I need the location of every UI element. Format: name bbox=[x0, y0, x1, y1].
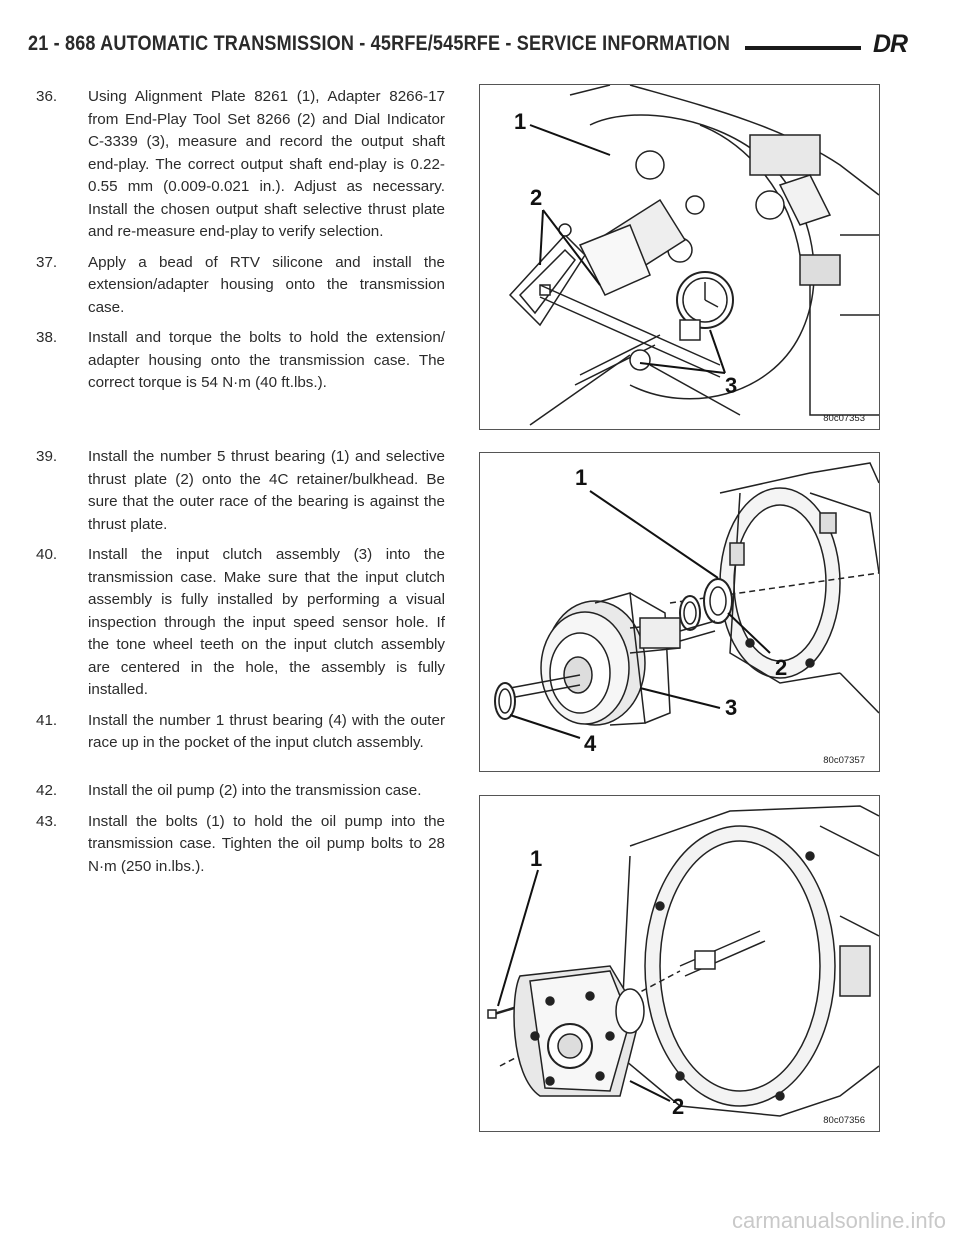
step-number: 41. bbox=[36, 711, 58, 729]
dr-logo: DR bbox=[873, 30, 908, 58]
step-number: 42. bbox=[36, 782, 58, 799]
step-number: 36. bbox=[36, 88, 58, 105]
figure-code: 80c07357 bbox=[823, 755, 865, 766]
steps-group-2 bbox=[36, 446, 445, 763]
header-rule bbox=[745, 46, 861, 50]
callout-1: 1 bbox=[530, 846, 543, 871]
figure-output-shaft-end-play bbox=[479, 84, 880, 430]
step-text: Install and torque the bolts to hold the extension/ adapter housing onto the transmission case. The correct torque is 54 N·m (40 ft.lbs.). bbox=[88, 329, 445, 391]
oil-pump-illustration bbox=[480, 796, 879, 1131]
step-text: Install the input clutch assembly (3) into the transmission case. Make sure that the input clutch assembly is fully installed by performing a visual inspection through the input speed sensor hole. If the tone wheel teeth on the input clutch assembly are centered in the hole, the assembly is fully installed. bbox=[88, 546, 445, 698]
callout-3: 3 bbox=[725, 373, 738, 398]
end-play-illustration bbox=[480, 85, 879, 429]
steps-group-1 bbox=[36, 86, 445, 403]
step-text: Apply a bead of RTV silicone and install the extension/adapter housing onto the transmission case. bbox=[88, 253, 445, 316]
figure-code: 80c07353 bbox=[823, 413, 865, 424]
step-41 bbox=[36, 710, 445, 755]
step-38 bbox=[36, 327, 445, 395]
step-text: Install the bolts (1) to hold the oil pump into the transmission case. Tighten the oil pump bolts to 28 N·m (250 in.lbs.). bbox=[88, 812, 445, 875]
callout-3: 3 bbox=[725, 695, 738, 720]
step-39 bbox=[36, 446, 445, 536]
figure-code: 80c07356 bbox=[823, 1115, 865, 1126]
step-text: Install the number 5 thrust bearing (1) and selective thrust plate (2) onto the 4C retainer/bulkhead. Be sure that the outer race of the bearing is against the thrust plate. bbox=[88, 448, 445, 533]
callout-1: 1 bbox=[514, 109, 527, 134]
step-37 bbox=[36, 252, 445, 320]
callout-1: 1 bbox=[575, 465, 588, 490]
steps-group-3 bbox=[36, 780, 445, 886]
step-text: Install the oil pump (2) into the transmission case. bbox=[88, 782, 422, 799]
step-text: Using Alignment Plate 8261 (1), Adapter 8266-17 from End-Play Tool Set 8266 (2) and Dial Indicator C-3339 (3), measure and record the output shaft end-play. The correct output shaft end-play is 0.22-0.55 mm (0.009-0.021 in.). Adjust as necessary. Install the chosen output shaft selective thrust plate and re-measure end-play to verify selection. bbox=[88, 88, 445, 240]
step-number: 37. bbox=[36, 253, 58, 271]
step-number: 43. bbox=[36, 812, 58, 830]
input-clutch-illustration bbox=[480, 453, 879, 771]
figure-input-clutch-assembly bbox=[479, 452, 880, 772]
step-number: 39. bbox=[36, 448, 58, 465]
callout-4: 4 bbox=[584, 731, 597, 756]
callout-2: 2 bbox=[672, 1094, 685, 1119]
watermark: carmanualsonline.info bbox=[731, 1208, 946, 1233]
callout-2: 2 bbox=[775, 655, 788, 680]
step-40 bbox=[36, 544, 445, 702]
figure-oil-pump bbox=[479, 795, 880, 1132]
step-number: 40. bbox=[36, 546, 58, 563]
callout-2: 2 bbox=[530, 185, 543, 210]
step-text: Install the number 1 thrust bearing (4) with the outer race up in the pocket of the input clutch assembly. bbox=[88, 711, 445, 751]
step-number: 38. bbox=[36, 329, 58, 346]
page-header bbox=[28, 26, 938, 66]
step-42 bbox=[36, 780, 445, 803]
step-43 bbox=[36, 811, 445, 879]
page-title: 21 - 868 AUTOMATIC TRANSMISSION - 45RFE/545RFE - SERVICE INFORMATION bbox=[28, 32, 731, 55]
step-36 bbox=[36, 86, 445, 244]
